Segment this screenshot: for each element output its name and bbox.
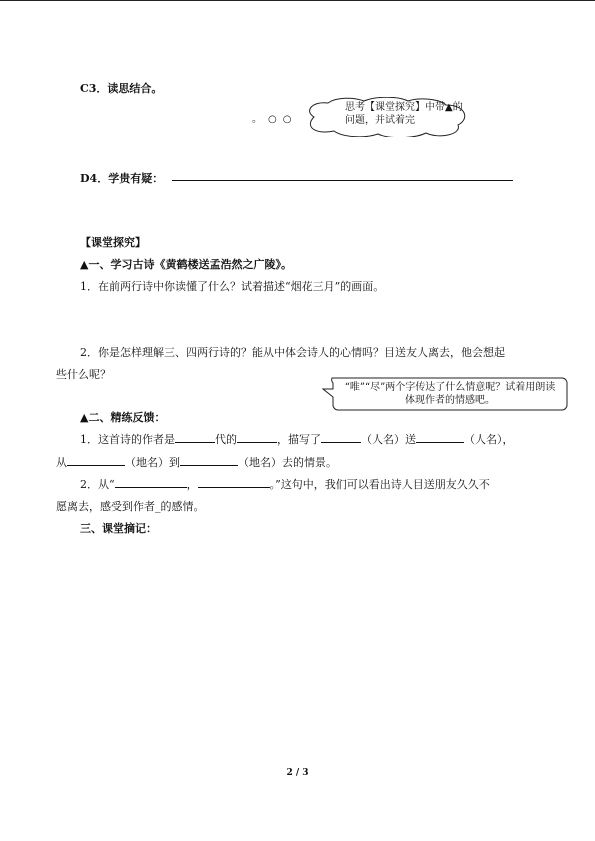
fill-text: （地名）到 — [125, 456, 180, 469]
d4-label: D4．学贵有疑： — [80, 172, 164, 185]
fill-text: （人名）， — [464, 433, 514, 446]
question-1: 1．在前两行诗中你读懂了什么？试着描述“烟花三月”的画面。 — [80, 280, 385, 293]
d4-answer-line[interactable] — [172, 180, 513, 181]
blank-dynasty[interactable] — [175, 432, 215, 443]
fill-line-3 — [80, 476, 490, 492]
blank-place-1[interactable] — [67, 455, 125, 466]
part2-heading: ▲二、精练反馈： — [80, 411, 166, 424]
question-2-line1: 2．你是怎样理解三、四两行诗的？能从中体会诗人的心情吗？目送友人离去，他会想起 — [80, 346, 505, 359]
fill-text: ，描写了 — [277, 433, 321, 446]
fill-text: （人名）送 — [361, 433, 416, 446]
blank-place-2[interactable] — [180, 455, 238, 466]
fill-text: 代的 — [215, 433, 237, 446]
fill-line-1 — [80, 431, 514, 447]
section-c3: C3．读思结合。 — [80, 82, 163, 95]
thought-dots: 。○○ — [252, 114, 298, 125]
fill-line-2 — [56, 454, 337, 470]
page-number: 2 / 3 — [286, 768, 309, 778]
section-d4 — [80, 170, 163, 186]
fill-text: 从 — [56, 456, 67, 469]
callout-text: “唯”“尽”两个字传达了什么情意呢？试着用朗读体现作者的情感吧。 — [344, 382, 556, 406]
ketang-heading: 【课堂探究】 — [80, 236, 146, 249]
blank-person-2[interactable] — [416, 432, 464, 443]
fill-text: 2．从“ — [80, 478, 115, 491]
fill-line-4: 愿离去，感受到作者_的感情。 — [56, 500, 205, 513]
fill-text: ， — [186, 478, 198, 491]
top-border-line — [0, 0, 595, 1]
part1-heading: ▲一、学习古诗《黄鹤楼送孟浩然之广陵》。 — [80, 258, 292, 271]
fill-text: 1．这首诗的作者是 — [80, 433, 175, 446]
blank-author[interactable] — [237, 432, 277, 443]
fill-text: 。”这句中，我们可以看出诗人目送朋友久久不 — [269, 478, 490, 491]
blank-person-1[interactable] — [321, 432, 361, 443]
part3-heading: 三、课堂摘记： — [80, 522, 157, 535]
thought-cloud-text: 思考【课堂探究】中带▲的问题，并试着完 — [345, 102, 463, 126]
fill-text: （地名）去的情景。 — [238, 456, 337, 469]
question-2-line2: 些什么呢？ — [56, 368, 111, 381]
blank-verse-2[interactable] — [198, 477, 270, 488]
blank-verse-1[interactable] — [115, 477, 187, 488]
